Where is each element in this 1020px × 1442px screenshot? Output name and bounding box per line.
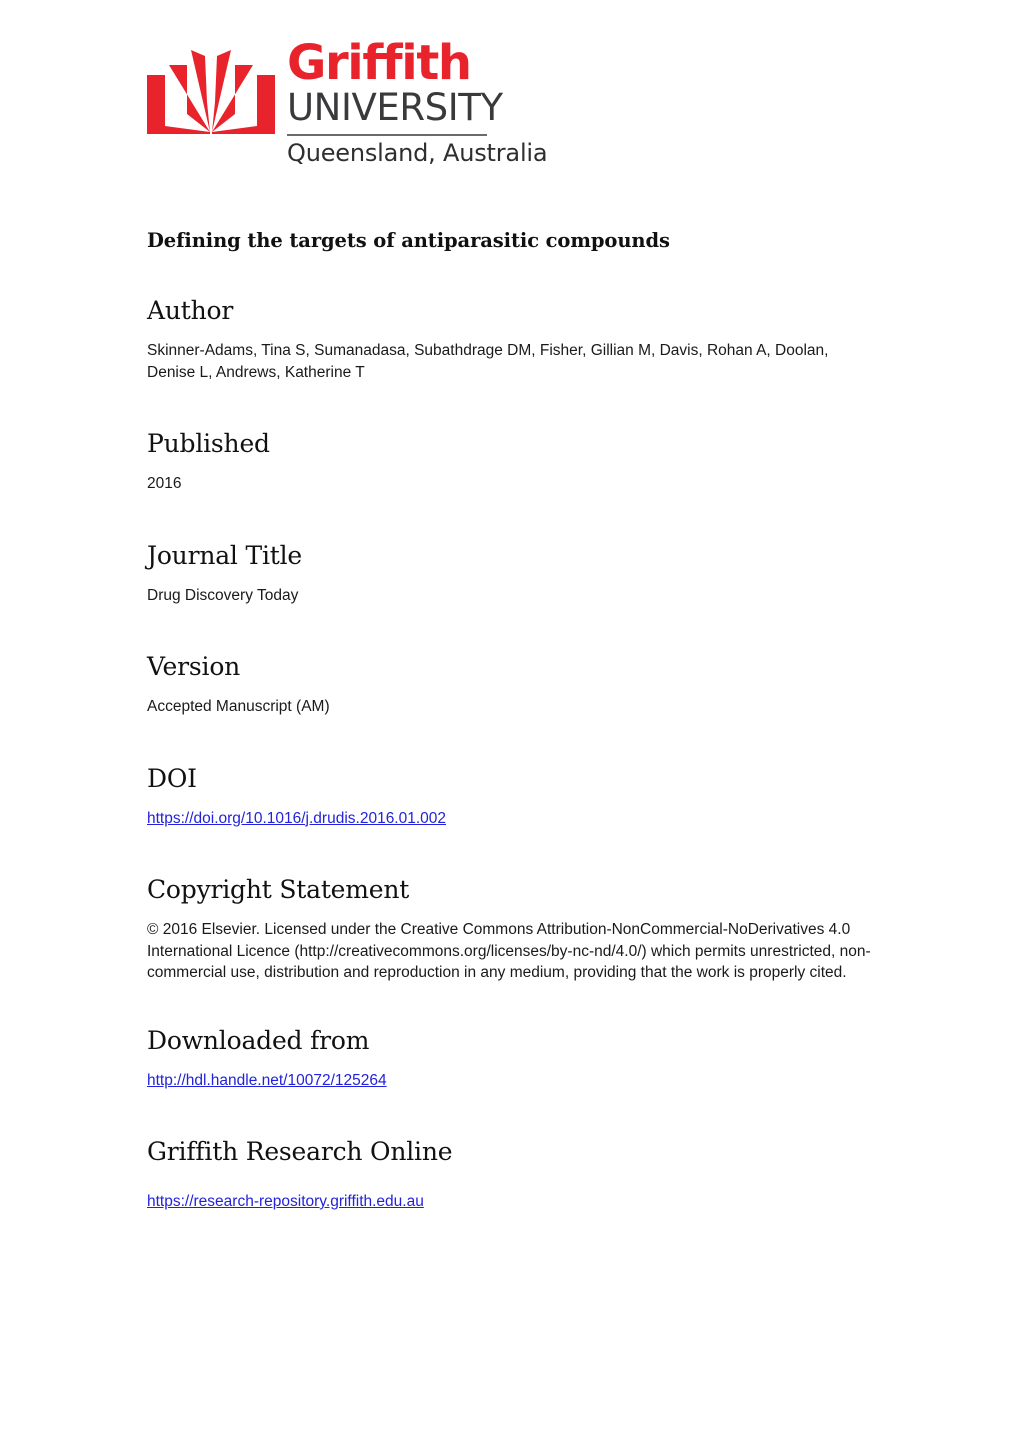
logo-divider-rule <box>287 134 487 136</box>
section-heading-version: Version <box>147 652 241 681</box>
griffith-open-book-mark <box>147 42 275 134</box>
downloaded-from-link[interactable]: http://hdl.handle.net/10072/125264 <box>147 1071 387 1089</box>
section-heading-doi: DOI <box>147 763 197 793</box>
section-copyright-statement <box>147 875 873 984</box>
logo-wordmark-griffith: Griffith <box>287 35 471 91</box>
spacer <box>147 718 873 764</box>
section-heading-downloaded-from: Downloaded from <box>147 1025 370 1055</box>
spacer <box>147 383 873 429</box>
doi-link[interactable]: https://doi.org/10.1016/j.drudis.2016.01.002 <box>147 809 447 827</box>
page-title: Defining the targets of antiparasitic compounds <box>147 229 670 252</box>
griffith-wordmark <box>287 35 548 170</box>
section-heading-journal-title: Journal Title <box>147 540 302 570</box>
section-doi <box>147 764 873 830</box>
section-author <box>147 296 873 383</box>
section-value-published: 2016 <box>147 475 182 492</box>
section-value-author: Skinner-Adams, Tina S, Sumanadasa, Subathdrage DM, Fisher, Gillian M, Davis, Rohan A, Doolan, Denise L, Andrews, Katherine T <box>147 342 829 381</box>
section-heading-author: Author <box>147 296 234 325</box>
spacer <box>147 984 873 1026</box>
section-griffith-research-online <box>147 1137 873 1213</box>
section-value-version: Accepted Manuscript (AM) <box>147 698 330 715</box>
section-downloaded-from <box>147 1026 873 1092</box>
section-heading-copyright-statement: Copyright Statement <box>147 875 410 904</box>
griffith-research-online-link[interactable]: https://research-repository.griffith.edu.au <box>147 1193 424 1210</box>
griffith-university-logo <box>147 35 548 170</box>
logo-wordmark-university: UNIVERSITY <box>287 86 503 129</box>
spacer <box>147 829 873 875</box>
spacer <box>147 606 873 652</box>
spacer <box>147 495 873 541</box>
section-version <box>147 652 873 718</box>
section-value-journal-title: Drug Discovery Today <box>147 586 299 604</box>
logo-tagline: Queensland, Australia <box>287 139 548 167</box>
spacer <box>147 1091 873 1137</box>
section-value-copyright-statement: © 2016 Elsevier. Licensed under the Creative Commons Attribution-NonCommercial-NoDerivatives 4.0 International Licence (http://creativecommons.org/licenses/by-nc-nd/4.0/) which permits unrestricted, non-commercial use, distribution and reproduction in any medium, providing that the work is properly cited. <box>147 921 871 981</box>
section-heading-griffith-research-online: Griffith Research Online <box>147 1137 453 1166</box>
document-content <box>147 228 873 1213</box>
section-journal-title <box>147 541 873 607</box>
section-published <box>147 429 873 495</box>
section-heading-published: Published <box>147 429 270 458</box>
